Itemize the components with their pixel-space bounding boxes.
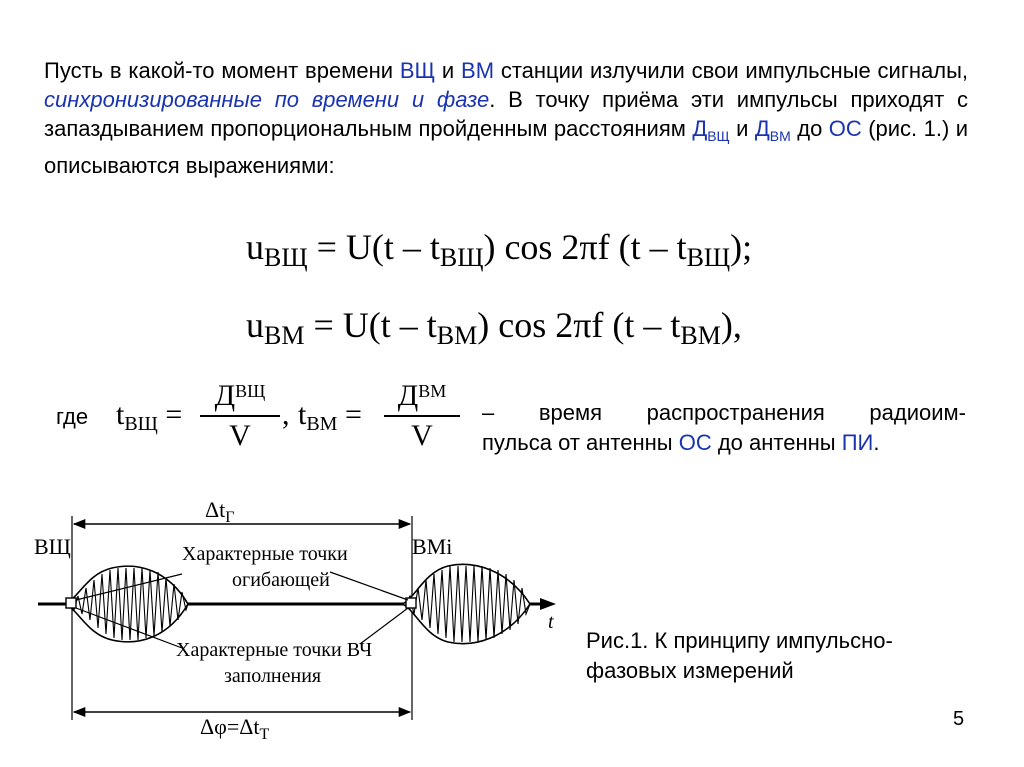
formula-part: ); <box>730 227 753 267</box>
text-span: (рис. 1.) и описываются выражениями: <box>44 116 969 178</box>
formula-symbol: Д <box>214 379 236 412</box>
text-span: и <box>435 58 462 83</box>
annotation-envelope-line2: огибающей <box>232 569 330 591</box>
os-label: ОС <box>828 116 862 141</box>
formula-subscript: ВМ <box>436 321 478 350</box>
label-vsch: ВЩ <box>34 534 71 559</box>
station-vsch: ВЩ <box>399 58 436 83</box>
synced-phrase: синхронизированные по времени и фазе <box>44 87 490 112</box>
text-span: до антенны <box>711 430 842 455</box>
formula-subscript: ВМ <box>264 321 305 350</box>
distance-subscript: ВЩ <box>707 128 730 144</box>
formula-part: = <box>337 398 362 431</box>
distance-subscript: ВМ <box>769 128 791 144</box>
description-line: – время распространения радиоим- <box>482 400 966 425</box>
pointer-line <box>330 572 408 600</box>
formula-subscript: ВМ <box>680 321 721 350</box>
envelope-point-vsch <box>66 598 76 608</box>
formula-subscript: ВЩ <box>124 413 158 435</box>
top-arrow-label: $\Delta t_Г$ <box>205 497 235 526</box>
where-word: где <box>56 404 89 429</box>
formula-symbol: u <box>246 227 264 267</box>
text-span: станции излучили свои импульсные сигналы, <box>494 58 969 83</box>
formula-subscript: ВЩ <box>264 243 308 272</box>
formula-subscript: ВМ <box>306 413 338 435</box>
formula-subscript: ВЩ <box>439 243 484 272</box>
caption-line: фазовых измерений <box>586 658 794 683</box>
annotation-hf-line1: Характерные точки ВЧ <box>176 639 373 661</box>
formula-part: ) cos 2πf (t – t <box>483 227 687 267</box>
figure-caption <box>586 626 966 686</box>
formula-part: = <box>157 398 183 431</box>
bottom-arrow-label: $\Delta\varphi=\Delta t_Т$ <box>200 714 270 743</box>
fraction-denominator: V <box>411 419 433 452</box>
formula-comma: , <box>282 398 290 431</box>
page-number: 5 <box>953 708 965 730</box>
text-span: . <box>873 430 880 455</box>
text-span: Пусть в какой-то момент времени <box>44 58 400 83</box>
formula-part: = U(t – t <box>307 227 440 267</box>
fraction-denominator: V <box>229 419 251 452</box>
caption-line: Рис.1. К принципу импульсно- <box>586 628 893 653</box>
formula-symbol: Д <box>397 379 419 412</box>
formula-subscript: ВЩ <box>235 381 266 401</box>
pulse-vm <box>402 564 530 643</box>
formula-part: ), <box>720 305 742 345</box>
formula-symbol: t <box>116 398 125 431</box>
text-span: пульса от антенны <box>482 430 679 455</box>
formula-part: ) cos 2πf (t – t <box>477 305 681 345</box>
os-label: ОС <box>678 430 712 455</box>
formula-symbol: u <box>246 305 264 345</box>
distance-symbol: Д <box>754 116 770 141</box>
time-axis-label: t <box>548 611 554 633</box>
time-axis-arrowhead <box>540 598 556 610</box>
text-span: . В точку приёма эти импульсы приходят с запаздыванием пропорциональным пройденным расстояниям <box>44 87 969 141</box>
formula-subscript: ВМ <box>418 381 447 401</box>
pi-label: ПИ <box>841 430 874 455</box>
annotation-envelope-line1: Характерные точки <box>182 543 348 565</box>
distance-symbol: Д <box>692 116 708 141</box>
text-span: и <box>729 116 755 141</box>
formula-subscript: ВЩ <box>686 243 731 272</box>
annotation-hf-line2: заполнения <box>224 665 322 687</box>
text-span: до <box>790 116 829 141</box>
formula-symbol: t <box>298 398 307 431</box>
formula-part: = U(t – t <box>304 305 437 345</box>
label-vmi: ВМi <box>412 534 453 559</box>
station-vm: ВМ <box>461 58 495 83</box>
